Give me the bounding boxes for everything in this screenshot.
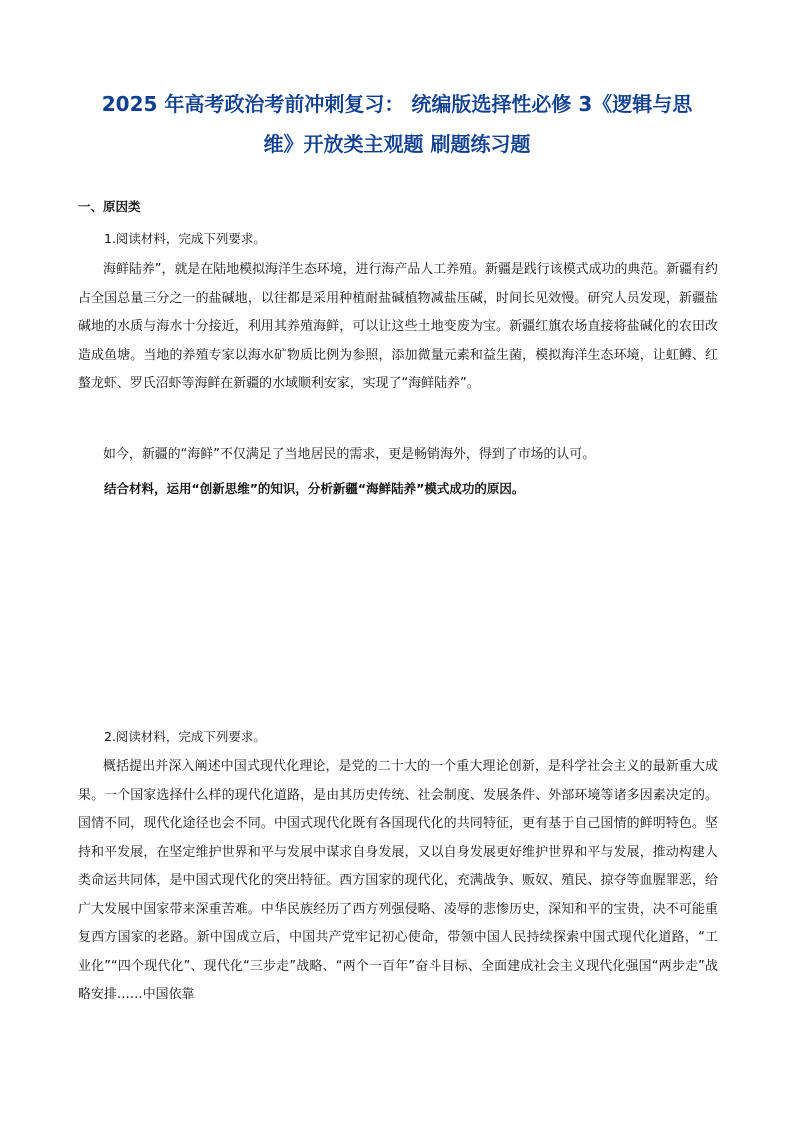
question-2-number: 2.阅读材料，完成下列要求。 [104,729,266,744]
section-heading: 一、原因类 [78,199,141,214]
question-1-material-paragraph-2: 如今，新疆的“海鲜”不仅满足了当地居民的需求，更是畅销海外，得到了市场的认可。 [103,447,596,462]
question-1-task: 结合材料，运用“创新思维”的知识，分析新疆“海鲜陆养”模式成功的原因。 [104,481,525,496]
title-line-2: 维》开放类主观题 刷题练习题 [263,132,531,156]
title-line-1: 2025 年高考政治考前冲刺复习： 统编版选择性必修 3《逻辑与思 [101,92,693,116]
document-title [70,84,724,164]
question-1-number: 1.阅读材料，完成下列要求。 [104,231,266,246]
question-1-material-paragraph-1: 海鲜陆养”，就是在陆地模拟海洋生态环境，进行海产品人工养殖。新疆是践行该模式成功的典范。新疆有约占全国总量三分之一的盐碱地，以往都是采用种植耐盐碱植物减盐压碱，时间长见效慢。研究人员发现，新疆盐碱地的水质与海水十分接近，利用其养殖海鲜，可以让这些土地变废为宝。新疆红旗农场直接将盐碱化的农田改造成鱼塘。当地的养殖专家以海水矿物质比例为参照，添加微量元素和益生菌，模拟海洋生态环境，让虹鳟、红螯龙虾、罗氏沼虾等海鲜在新疆的水域顺利安家，实现了“海鲜陆养”。 [78,262,718,391]
question-2-material-paragraph-1: 概括提出并深入阐述中国式现代化理论，是党的二十大的一个重大理论创新，是科学社会主义的最新重大成果。一个国家选择什么样的现代化道路，是由其历史传统、社会制度、发展条件、外部环境等诸多因素决定的。国情不同，现代化途径也会不同。中国式现代化既有各国现代化的共同特征，更有基于自己国情的鲜明特色。坚持和平发展，在坚定维护世界和平与发展中谋求自身发展，又以自身发展更好维护世界和平与发展，推动构建人类命运共同体，是中国式现代化的突出特征。西方国家的现代化，充满战争、贩奴、殖民、掠夺等血腥罪恶，给广大发展中国家带来深重苦难。中华民族经历了西方列强侵略、凌辱的悲惨历史，深知和平的宝贵，决不可能重复西方国家的老路。新中国成立后，中国共产党牢记初心使命，带领中国人民持续探索中国式现代化道路，“工业化”“四个现代化”、现代化“三步走”战略、“两个一百年”奋斗目标、全面建成社会主义现代化强国“两步走”战略安排……中国依靠 [78,759,718,1002]
